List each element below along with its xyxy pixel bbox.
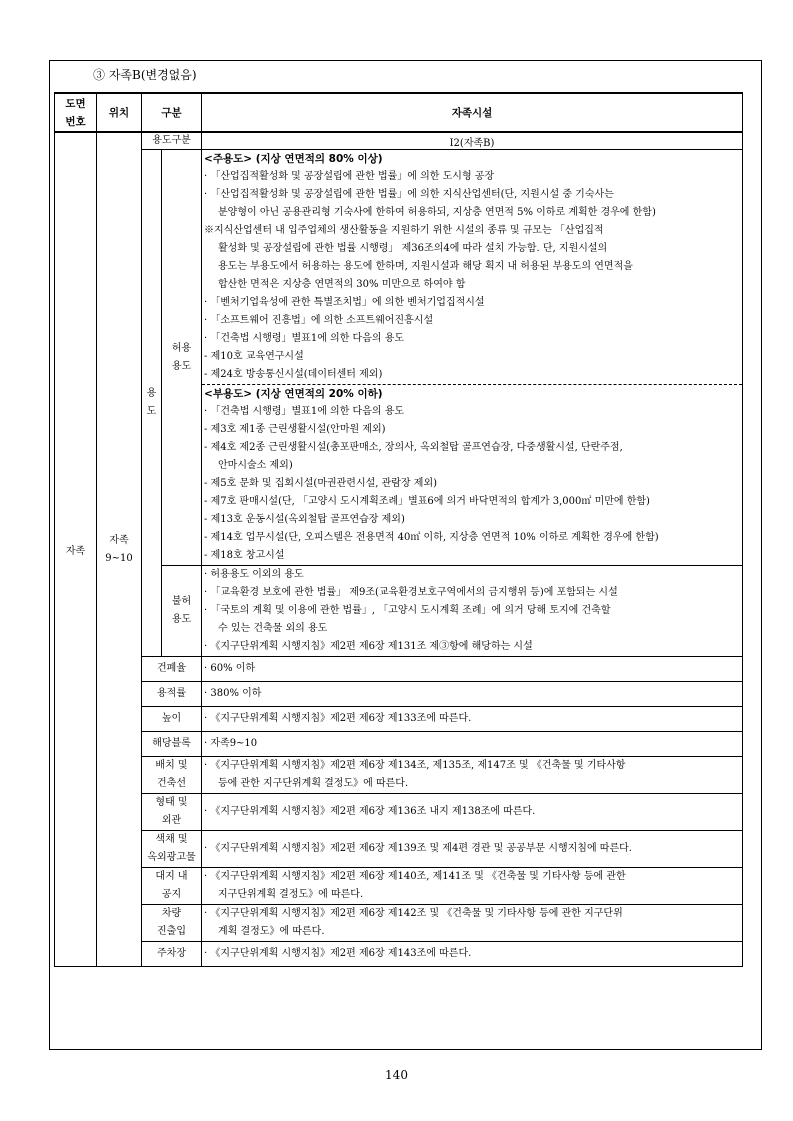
- regulation-label-line: 높이: [161, 713, 182, 724]
- main-usage-line: ※지식산업센터 내 입주업체의 생산활동을 지원하기 위한 시설의 종류 및 규모는 「산업집적: [204, 225, 604, 236]
- regulation-value: [202, 707, 743, 732]
- prohibited-line: · 「교육환경 보호에 관한 법률」 제9조(교육환경보호구역에서의 금지행위 등)에 포함되는 시설: [204, 587, 618, 598]
- main-usage-line: · 「벤처기업육성에 관한 특별조치법」에 의한 벤처기업집적시설: [204, 297, 485, 308]
- regulation-label: [142, 831, 202, 868]
- sub-usage-line: 안마시술소 제외): [218, 460, 293, 471]
- regulation-value: [202, 794, 743, 831]
- usage-label-line: 도: [146, 406, 157, 417]
- prohibited-content: [202, 566, 743, 657]
- main-usage-line: · 「소프트웨어 진흥법」에 의한 소프트웨어진흥시설: [204, 315, 434, 326]
- main-usage-block: [202, 150, 742, 384]
- regulation-value: [202, 905, 743, 942]
- sub-usage-block: [202, 384, 742, 565]
- regulation-row: [55, 682, 743, 707]
- prohibited-line: · 《지구단위계획 시행지침》제2편 제6장 제131조 제③항에 해당하는 시설: [204, 641, 533, 652]
- main-usage-line: 합산한 면적은 지상층 연면적의 30% 미만으로 하여야 함: [218, 279, 466, 290]
- regulation-label-line: 색채 및: [155, 834, 188, 845]
- sub-usage-line: - 제5호 문화 및 집회시설(마권관련시설, 관람장 제외): [204, 478, 438, 489]
- usage-zone-row: [55, 132, 743, 150]
- regulation-value: [202, 831, 743, 868]
- regulation-value-line: · 《지구단위계획 시행지침》제2편 제6장 제136조 내지 제138조에 따른다.: [204, 806, 536, 817]
- regulation-row: [55, 942, 743, 967]
- prohibited-label-line: 불허: [171, 596, 192, 607]
- regulation-value: [202, 942, 743, 967]
- usage-label-line: 용: [146, 388, 157, 399]
- sub-usage-line: - 제7호 판매시설(단, 「고양시 도시계획조례」별표6에 의거 바닥면적의 합계가 3,000㎡ 미만에 한함): [204, 496, 650, 507]
- permitted-label-line: 용도: [171, 360, 192, 372]
- regulation-value-line: · 《지구단위계획 시행지침》제2편 제6장 제142조 및 《건축물 및 기타사항 등에 관한 지구단위: [204, 908, 623, 919]
- header-category: 구분: [142, 93, 202, 132]
- regulation-label: [142, 942, 202, 967]
- regulation-row: [55, 905, 743, 942]
- main-usage-line: 용도는 부용도에서 허용하는 용도에 한하며, 지원시설과 해당 획지 내 허용된 부용도의 연면적을: [218, 261, 633, 272]
- regulation-label: [142, 757, 202, 794]
- header-facility: 자족시설: [202, 93, 743, 132]
- regulation-label-line: 옥외광고물: [147, 852, 196, 863]
- regulation-value-line: · 60% 이하: [204, 663, 256, 674]
- permitted-label: [162, 150, 202, 566]
- permitted-label-line: 허용: [171, 342, 192, 354]
- regulation-value: [202, 757, 743, 794]
- regulation-value-line: 지구단위계획 결정도》에 따른다.: [218, 889, 364, 900]
- regulation-value: [202, 657, 743, 682]
- main-usage-line: - 제10호 교육연구시설: [204, 351, 304, 362]
- main-usage-line: 활성화 및 공장설립에 관한 법률 시행령」 제36조의4에 따라 설치 가능함. 단, 지원시설의: [218, 243, 608, 254]
- sub-usage-line: - 제3호 제1종 근린생활시설(안마원 제외): [204, 424, 386, 435]
- regulation-label-line: 공지: [161, 889, 182, 900]
- regulation-row: [55, 794, 743, 831]
- regulation-row: [55, 757, 743, 794]
- prohibited-label: [162, 566, 202, 657]
- regulation-label-line: 대지 내: [155, 871, 188, 882]
- regulation-row: [55, 868, 743, 905]
- permitted-content: [202, 150, 743, 566]
- permitted-row: [55, 150, 743, 566]
- regulation-label-line: 배치 및: [155, 760, 188, 771]
- sub-usage-line: - 제4호 제2종 근린생활시설(총포판매소, 장의사, 옥외철탑 골프연습장, 다중생활시설, 단란주점,: [204, 442, 623, 453]
- main-usage-line: · 「산업집적활성화 및 공장설립에 관한 법률」에 의한 도시형 공장: [204, 171, 495, 182]
- sub-usage-line: - 제18호 창고시설: [204, 550, 285, 561]
- regulation-value-line: 등에 관한 지구단위계획 결정도》에 따른다.: [218, 778, 409, 789]
- regulation-label-line: 차량: [161, 908, 182, 919]
- regulation-label-line: 외관: [161, 815, 182, 826]
- regulation-label: [142, 905, 202, 942]
- regulation-label-line: 해당블록: [152, 738, 191, 749]
- sub-usage-title: <부용도> (지상 연면적의 20% 이하): [204, 388, 383, 400]
- location-cell: [97, 132, 142, 967]
- regulation-value-line: · 《지구단위계획 시행지침》제2편 제6장 제133조에 따른다.: [204, 713, 472, 724]
- regulation-label: [142, 682, 202, 707]
- regulation-table: [54, 92, 743, 967]
- row-label: 자족: [55, 132, 97, 967]
- usage-zone-label: 용도구분: [142, 132, 202, 150]
- regulation-value-line: · 《지구단위계획 시행지침》제2편 제6장 제134조, 제135조, 제147조 및 《건축물 및 기타사항: [204, 760, 626, 771]
- main-usage-line: - 제24호 방송통신시설(데이터센터 제외): [204, 369, 383, 380]
- regulation-value: [202, 868, 743, 905]
- regulation-value: [202, 682, 743, 707]
- header-no-line: 번호: [65, 115, 86, 128]
- usage-zone-value: I2(자족B): [202, 132, 743, 150]
- prohibited-line: 수 있는 건축물 외의 용도: [218, 623, 328, 634]
- usage-label: [142, 150, 162, 657]
- main-usage-line: 분양형이 아닌 공용관리형 기숙사에 한하여 허용하되, 지상층 연면적 5% 이하로 계획한 경우에 한함): [218, 207, 656, 218]
- regulation-value-line: · 380% 이하: [204, 688, 262, 699]
- section-title: ③ 자족B(변경없음): [93, 68, 197, 82]
- prohibited-block: [202, 566, 742, 656]
- sub-usage-line: - 제14호 업무시설(단, 오피스텔은 전용면적 40㎡ 이하, 지상층 연면적 10% 이하로 계획한 경우에 한함): [204, 532, 659, 543]
- regulation-row: [55, 707, 743, 732]
- regulation-label-line: 건폐율: [157, 663, 186, 674]
- main-usage-line: · 「건축법 시행령」별표1에 의한 다음의 용도: [204, 333, 405, 344]
- header-no-line: 도면: [65, 97, 86, 110]
- page-number: 140: [385, 1068, 408, 1082]
- location-line: 9~10: [105, 552, 133, 564]
- sub-usage-line: · 「건축법 시행령」별표1에 의한 다음의 용도: [204, 406, 405, 417]
- location-line: 자족: [109, 534, 129, 546]
- regulation-value-line: · 자족9~10: [204, 738, 258, 749]
- regulation-value-line: · 《지구단위계획 시행지침》제2편 제6장 제143조에 따른다.: [204, 948, 472, 959]
- prohibited-line: · 허용용도 이외의 용도: [204, 569, 304, 580]
- main-usage-line: · 「산업집적활성화 및 공장설립에 관한 법률」에 의한 지식산업센터(단, 지원시설 중 기숙사는: [204, 189, 614, 200]
- regulation-label: [142, 657, 202, 682]
- regulation-value: [202, 732, 743, 757]
- table-header-row: [55, 93, 743, 132]
- regulation-row: [55, 831, 743, 868]
- regulation-label: [142, 732, 202, 757]
- prohibited-line: · 「국토의 계획 및 이용에 관한 법률」, 「고양시 도시계획 조례」에 의거 당해 토지에 건축할: [204, 605, 611, 616]
- regulation-value-line: · 《지구단위계획 시행지침》제2편 제6장 제139조 및 제4편 경관 및 공공부문 시행지침에 따른다.: [204, 843, 632, 854]
- sub-usage-line: - 제13호 운동시설(옥외철탑 골프연습장 제외): [204, 514, 405, 525]
- main-usage-title: <주용도> (지상 연면적의 80% 이상): [204, 153, 383, 165]
- regulation-value-line: 계획 결정도》에 따른다.: [218, 926, 325, 937]
- regulation-label-line: 주차장: [157, 948, 186, 959]
- regulation-label: [142, 868, 202, 905]
- prohibited-label-line: 용도: [171, 614, 192, 625]
- regulation-row: [55, 657, 743, 682]
- regulation-label-line: 형태 및: [155, 797, 188, 808]
- regulation-label-line: 용적률: [157, 688, 186, 699]
- regulation-label-line: 건축선: [157, 778, 186, 789]
- regulation-label: [142, 794, 202, 831]
- regulation-label-line: 진출입: [157, 926, 186, 937]
- regulation-value-line: · 《지구단위계획 시행지침》제2편 제6장 제140조, 제141조 및 《건축물 및 기타사항 등에 관한: [204, 871, 626, 882]
- regulation-row: [55, 732, 743, 757]
- header-location: 위치: [97, 93, 142, 132]
- header-no: [55, 93, 97, 132]
- regulation-label: [142, 707, 202, 732]
